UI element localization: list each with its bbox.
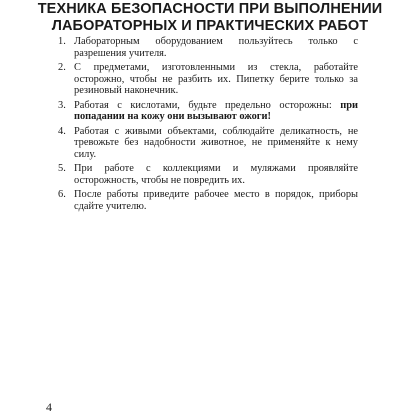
safety-rules-list — [58, 36, 358, 215]
title-line-2: ЛАБОРАТОРНЫХ И ПРАКТИЧЕСКИХ РАБОТ — [51, 18, 369, 34]
rule-text: При работе с коллекциями и муляжами проявляйте осторожность, чтобы не повредить их. — [74, 163, 358, 186]
rule-text: Работая с живыми объектами, соблюдайте деликатность, не тревожьте без надобности животное, не применяйте к нему силу. — [74, 125, 358, 160]
rule-item-1 — [58, 36, 358, 59]
rule-warning-bold: при попадании на кожу они вызывают ожоги! — [74, 99, 358, 122]
rule-number: 6. — [58, 189, 66, 200]
rule-number: 2. — [58, 62, 66, 73]
page-title — [0, 1, 420, 35]
rule-number: 3. — [58, 99, 66, 111]
rule-number: 5. — [58, 163, 66, 174]
page-number: 4 — [46, 400, 52, 414]
rule-item-5 — [58, 163, 358, 186]
rule-text: Лабораторным оборудованием пользуйтесь только с разрешения учителя. — [74, 36, 358, 59]
rule-item-2 — [58, 62, 358, 97]
rule-item-3 — [58, 100, 358, 123]
rule-text: После работы приведите рабочее место в порядок, приборы сдайте учителю. — [74, 189, 358, 212]
rule-number: 4. — [58, 125, 66, 137]
rule-text: С предметами, изготовленными из стекла, работайте осторожно, чтобы не разбить их. Пипетку берите только за резиновый наконечник. — [74, 62, 358, 96]
title-line-1: ТЕХНИКА БЕЗОПАСНОСТИ ПРИ ВЫПОЛНЕНИИ — [37, 1, 383, 17]
rule-text-wrapper — [74, 100, 358, 123]
rule-item-4 — [58, 126, 358, 161]
rule-number: 1. — [58, 36, 66, 47]
rule-text: Работая с кислотами, будьте предельно осторожны: — [74, 99, 341, 111]
rule-item-6 — [58, 189, 358, 212]
